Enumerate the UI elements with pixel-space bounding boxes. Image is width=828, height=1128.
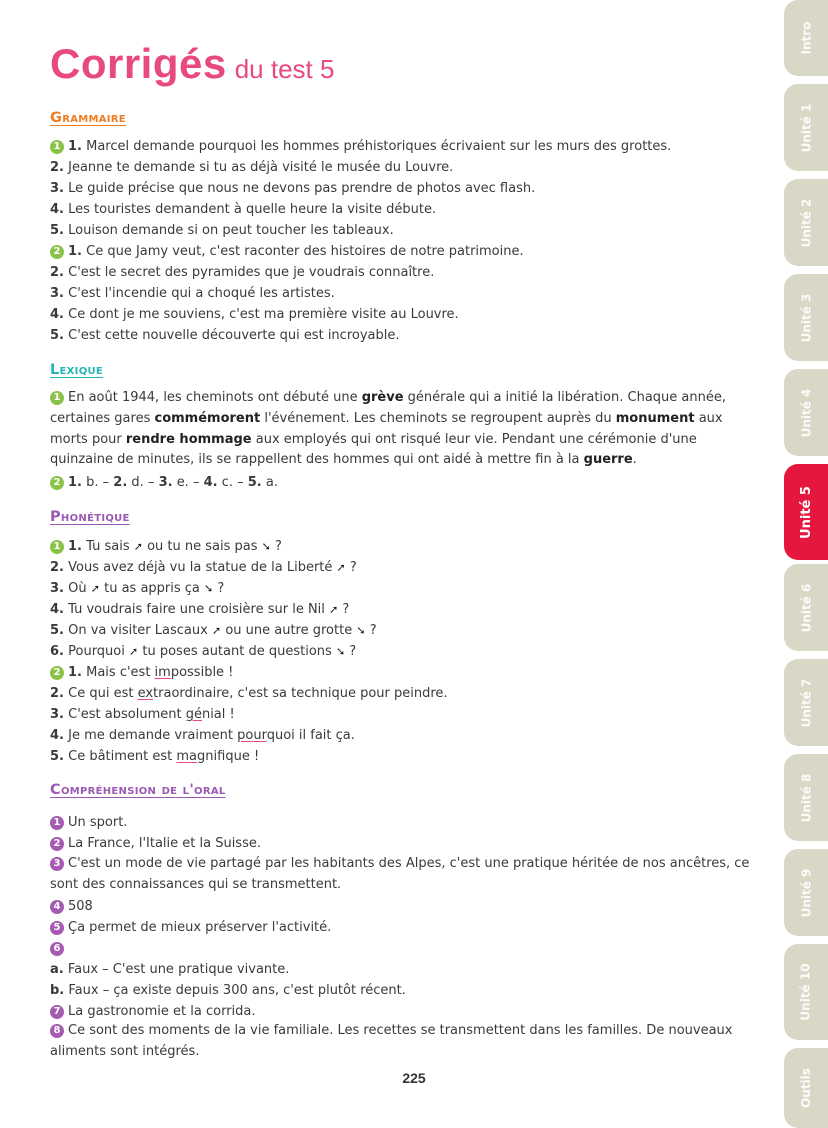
tab-intro[interactable]: Intro [784,0,828,76]
rising-intonation-icon: ➚ [329,603,339,616]
phonetique-ex1-item-1: 1 1. Tu sais ➚ ou tu ne sais pas ➘ ? [50,536,282,557]
page-number: 225 [402,1070,426,1086]
stressed-syllable: pour [237,728,267,743]
title-main: Corrigés [50,40,227,87]
stressed-syllable: ma [176,749,198,764]
stressed-syllable: im [154,665,171,680]
phonetique-ex1-item-3: 3. Où ➚ tu as appris ça ➘ ? [50,581,225,596]
grammaire-ex1-item-3: 3. Le guide précise que nous ne devons pas prendre de photos avec flash. [50,181,536,196]
grammaire-ex2-item-1: 2 1. Ce que Jamy veut, c'est raconter des histoires de notre patrimoine. [50,241,524,262]
comprehension-item-5: 5 Ça permet de mieux préserver l'activité. [50,917,331,938]
phonetique-ex2-item-4: 4. Je me demande vraiment pourquoi il fait ça. [50,728,355,743]
exercise-badge: 4 [50,900,64,914]
phonetique-ex1-item-2: 2. Vous avez déjà vu la statue de la Liberté ➚ ? [50,560,357,575]
phonetique-ex1-item-6: 6. Pourquoi ➚ tu poses autant de questions ➘ ? [50,644,357,659]
phonetique-ex2-item-3: 3. C'est absolument génial ! [50,707,235,722]
rising-intonation-icon: ➚ [90,582,100,595]
grammaire-ex1-item-1: 1 1. Marcel demande pourquoi les hommes préhistoriques écrivaient sur les murs des grottes. [50,136,671,157]
exercise-badge: 6 [50,942,64,956]
rising-intonation-icon: ➚ [129,645,139,658]
unit-tabs [784,0,828,1123]
tab-unite-1[interactable]: Unité 1 [784,84,828,171]
comprehension-item-1: 1 Un sport. [50,812,127,833]
comprehension-item-6 [50,938,68,959]
exercise-badge: 2 [50,837,64,851]
comprehension-item-7: 7 La gastronomie et la corrida. [50,1001,256,1022]
exercise-badge: 5 [50,921,64,935]
comprehension-item-6b: b. Faux – ça existe depuis 300 ans, c'est plutôt récent. [50,983,406,998]
exercise-badge: 1 [50,540,64,554]
falling-intonation-icon: ➘ [261,540,271,553]
tab-unite-4[interactable]: Unité 4 [784,369,828,456]
tab-unite-3[interactable]: Unité 3 [784,274,828,361]
section-heading-grammaire: Grammaire [50,110,126,126]
exercise-badge: 2 [50,666,64,680]
comprehension-item-6a: a. Faux – C'est une pratique vivante. [50,962,290,977]
phonetique-ex1-item-5: 5. On va visiter Lascaux ➚ ou une autre grotte ➘ ? [50,623,377,638]
rising-intonation-icon: ➚ [133,540,143,553]
section-heading-comprehension: Compréhension de l'oral [50,782,226,798]
grammaire-ex2-item-2: 2. C'est le secret des pyramides que je voudrais connaître. [50,265,435,280]
section-heading-phonetique: Phonétique [50,509,130,525]
grammaire-ex1-item-2: 2. Jeanne te demande si tu as déjà visité le musée du Louvre. [50,160,454,175]
exercise-badge: 2 [50,476,64,490]
exercise-badge: 2 [50,245,64,259]
phonetique-ex2-item-2: 2. Ce qui est extraordinaire, c'est sa technique pour peindre. [50,686,448,701]
section-heading-lexique: Lexique [50,362,104,378]
tab-unite-9[interactable]: Unité 9 [784,849,828,936]
page-title [50,40,334,88]
rising-intonation-icon: ➚ [336,561,346,574]
phonetique-ex2-item-5: 5. Ce bâtiment est magnifique ! [50,749,260,764]
tab-unite-8[interactable]: Unité 8 [784,754,828,841]
grammaire-ex2-item-3: 3. C'est l'incendie qui a choqué les artistes. [50,286,335,301]
exercise-badge: 7 [50,1005,64,1019]
grammaire-ex1-item-4: 4. Les touristes demandent à quelle heure la visite débute. [50,202,437,217]
stressed-syllable: ex [137,686,154,701]
exercise-badge: 1 [50,140,64,154]
tab-unite-6[interactable]: Unité 6 [784,564,828,651]
exercise-badge: 8 [50,1024,64,1038]
tab-unite-7[interactable]: Unité 7 [784,659,828,746]
exercise-badge: 3 [50,857,64,871]
grammaire-ex2-item-5: 5. C'est cette nouvelle découverte qui est incroyable. [50,328,400,343]
tab-unite-5[interactable]: Unité 5 [784,464,828,560]
tab-outils[interactable]: Outils [784,1048,828,1128]
lexique-ex1-paragraph: 1 En août 1944, les cheminots ont débuté une grève générale qui a initié la libération. Chaque année, certaines gares commémorent l'événement. Les cheminots se regroupent auprès du monument aux morts pour rendre hommage aux employés qui ont risqué leur vie. Pendant une cérémonie d'une quinzaine de minutes, ils se rappellent des hommes qui ont aidé à mettre fin à la guerre. [50,390,726,468]
lexique-ex2-answers: 2 1. b. – 2. d. – 3. e. – 4. c. – 5. a. [50,472,278,493]
comprehension-item-8: 8 Ce sont des moments de la vie familiale. Les recettes se transmettent dans les familles. De nouveaux aliments sont intégrés. [50,1023,733,1059]
rising-intonation-icon: ➚ [211,624,222,637]
phonetique-ex1-item-4: 4. Tu voudrais faire une croisière sur le Nil ➚ ? [50,602,350,617]
exercise-badge: 1 [50,816,64,830]
falling-intonation-icon: ➘ [356,624,366,637]
comprehension-item-4: 4 508 [50,896,93,917]
exercise-badge: 1 [50,391,64,405]
grammaire-ex1-item-5: 5. Louison demande si on peut toucher les tableaux. [50,223,394,238]
grammaire-ex2-item-4: 4. Ce dont je me souviens, c'est ma première visite au Louvre. [50,307,459,322]
tab-unite-10[interactable]: Unité 10 [784,944,828,1040]
falling-intonation-icon: ➘ [204,582,214,595]
comprehension-item-2: 2 La France, l'Italie et la Suisse. [50,833,261,854]
phonetique-ex2-item-1: 2 1. Mais c'est impossible ! [50,662,233,683]
stressed-syllable: gé [185,707,202,722]
title-sub: du test 5 [234,54,335,84]
falling-intonation-icon: ➘ [335,645,346,658]
comprehension-item-3: 3 C'est un mode de vie partagé par les habitants des Alpes, c'est une pratique héritée de nos ancêtres, ce sont des connaissances qui se transmettent. [50,856,750,892]
tab-unite-2[interactable]: Unité 2 [784,179,828,266]
